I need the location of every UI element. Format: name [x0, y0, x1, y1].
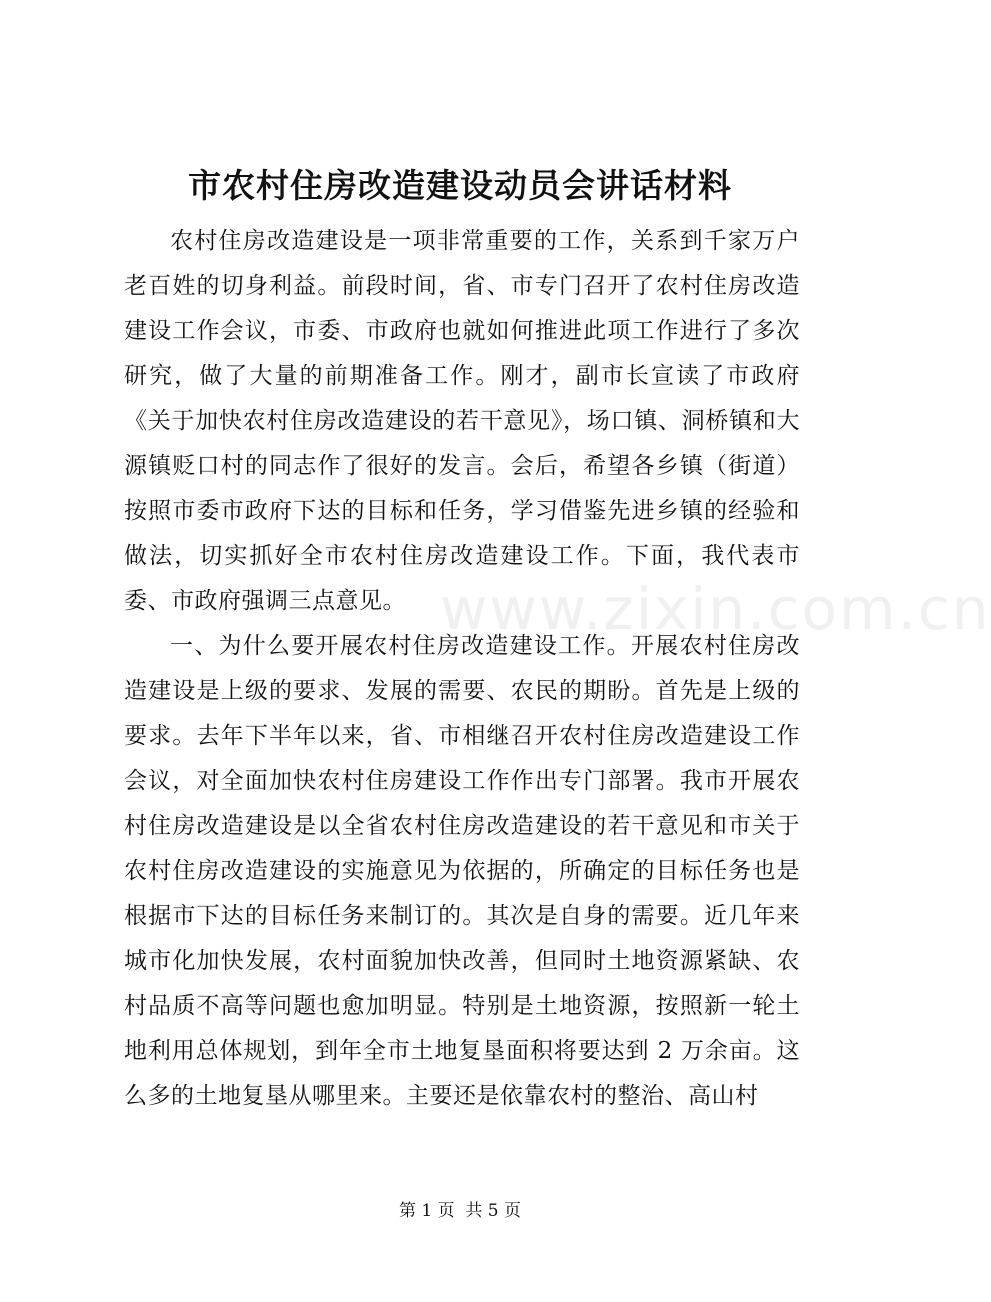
paragraph-intro: 农村住房改造建设是一项非常重要的工作，关系到千家万户老百姓的切身利益。前段时间，省、市专门召开了农村住房改造建设工作会议，市委、市政府也就如何推进此项工作进行了多次研究，做了大量的前期准备工作。刚才，副市长宣读了市政府《关于加快农村住房改造建设的若干意见》，场口镇、洞桥镇和大源镇贬口村的同志作了很好的发言。会后，希望各乡镇（街道）按照市委市政府下达的目标和任务，学习借鉴先进乡镇的经验和做法，切实抓好全市农村住房改造建设工作。下面，我代表市委、市政府强调三点意见。 [124, 228, 800, 614]
paragraph-section-one: 一、为什么要开展农村住房改造建设工作。开展农村住房改造建设是上级的要求、发展的需要、农民的期盼。首先是上级的要求。去年下半年以来，省、市相继召开农村住房改造建设工作会议，对全面加快农村住房建设工作作出专门部署。我市开展农村住房改造建设是以全省农村住房改造建设的若干意见和市关于农村住房改造建设的实施意见为依据的，所确定的目标任务也是根据市下达的目标任务来制订的。其次是自身的需要。近几年来城市化加快发展，农村面貌加快改善，但同时土地资源紧缺、农村品质不高等问题也愈加明显。特别是土地资源，按照新一轮土地利用总体规划，到年全市土地复垦面积将要达到 2 万余亩。这么多的土地复垦从哪里来。主要还是依靠农村的整治、高山村 [124, 633, 800, 1109]
document-title: 市农村住房改造建设动员会讲话材料 [188, 166, 732, 205]
page-number-label: 第 1 页 共 5 页 [398, 1201, 522, 1221]
page-footer [0, 1198, 920, 1224]
document-body [124, 219, 800, 1119]
watermark-text: www.zixin.com.cn [440, 575, 991, 643]
